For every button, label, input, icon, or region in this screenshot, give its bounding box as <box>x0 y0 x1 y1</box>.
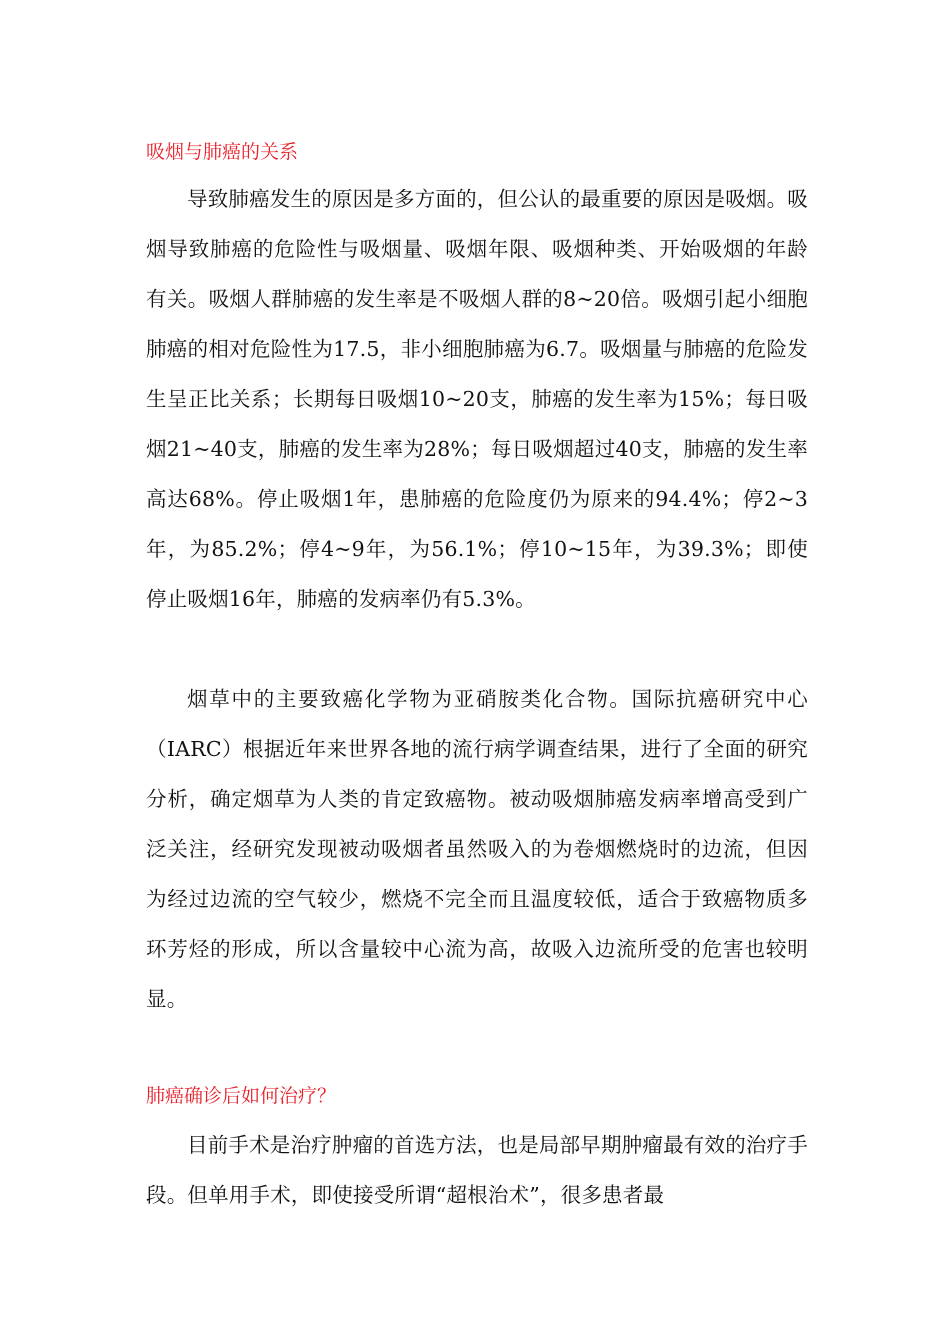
paragraph-tobacco-carcinogens: 烟草中的主要致癌化学物为亚硝胺类化合物。国际抗癌研究中心（IARC）根据近年来世界各地的流行病学调查结果，进行了全面的研究分析，确定烟草为人类的肯定致癌物。被动吸烟肺癌发病率增高受到广泛关注，经研究发现被动吸烟者虽然吸入的为卷烟燃烧时的边流，但因为经过边流的空气较少，燃烧不完全而且温度较低，适合于致癌物质多环芳烃的形成，所以含量较中心流为高，故吸入边流所受的危害也较明显。 <box>146 687 808 1011</box>
paragraph-surgery-treatment: 目前手术是治疗肿瘤的首选方法，也是局部早期肿瘤最有效的治疗手段。但单用手术，即使接受所谓“超根治术”，很多患者最 <box>146 1133 808 1207</box>
section-heading-smoking-lung-cancer: 吸烟与肺癌的关系 <box>146 141 299 163</box>
paragraph-smoking-causes: 导致肺癌发生的原因是多方面的，但公认的最重要的原因是吸烟。吸烟导致肺癌的危险性与吸烟量、吸烟年限、吸烟种类、开始吸烟的年龄有关。吸烟人群肺癌的发生率是不吸烟人群的8~20倍。吸烟引起小细胞肺癌的相对危险性为17.5，非小细胞肺癌为6.7。吸烟量与肺癌的危险发生呈正比关系；长期每日吸烟10~20支，肺癌的发生率为15%；每日吸烟21~40支，肺癌的发生率为28%；每日吸烟超过40支，肺癌的发生率高达68%。停止吸烟1年，患肺癌的危险度仍为原来的94.4%；停2~3年，为85.2%；停4~9年，为56.1%；停10~15年，为39.3%；即使停止吸烟16年，肺癌的发病率仍有5.3%。 <box>146 187 808 611</box>
section-heading-treatment: 肺癌确诊后如何治疗？ <box>146 1085 337 1107</box>
